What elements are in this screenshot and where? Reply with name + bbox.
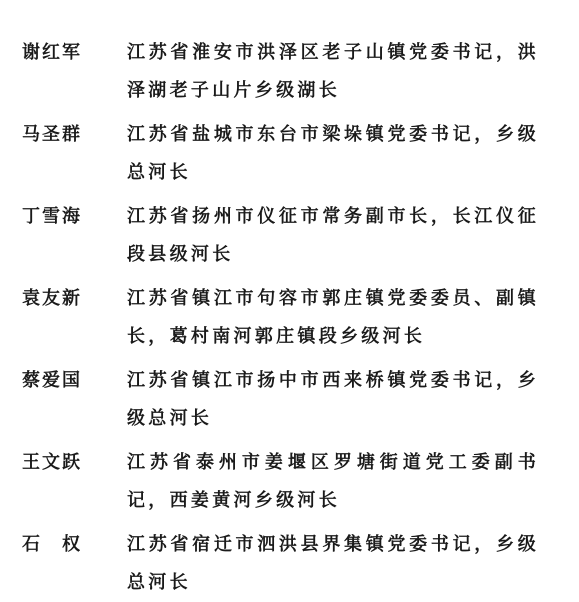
list-item [0, 34, 579, 110]
list-item [0, 116, 579, 192]
person-title: 江苏省淮安市洪泽区老子山镇党委书记，洪泽湖老子山片乡级湖长 [127, 42, 539, 101]
list-item [0, 444, 579, 520]
person-name: 马圣群 [22, 124, 82, 145]
person-name: 蔡爱国 [22, 370, 82, 391]
list-item [0, 526, 579, 602]
person-name: 王文跃 [22, 452, 82, 473]
person-title: 江苏省泰州市姜堰区罗塘街道党工委副书记，西姜黄河乡级河长 [127, 452, 539, 511]
person-title: 江苏省宿迁市泗洪县界集镇党委书记，乡级总河长 [127, 534, 539, 593]
person-title: 江苏省镇江市扬中市西来桥镇党委书记，乡级总河长 [127, 370, 539, 429]
list-item [0, 198, 579, 274]
person-name: 谢红军 [22, 42, 82, 63]
person-title: 江苏省扬州市仪征市常务副市长，长江仪征段县级河长 [127, 206, 539, 265]
person-title: 江苏省盐城市东台市梁垛镇党委书记，乡级总河长 [127, 124, 539, 183]
list-item [0, 362, 579, 438]
person-name: 丁雪海 [22, 206, 82, 227]
person-name: 袁友新 [22, 288, 82, 309]
person-name: 石 权 [22, 534, 82, 555]
person-title: 江苏省镇江市句容市郭庄镇党委委员、副镇长，葛村南河郭庄镇段乡级河长 [127, 288, 539, 347]
list-item [0, 280, 579, 356]
